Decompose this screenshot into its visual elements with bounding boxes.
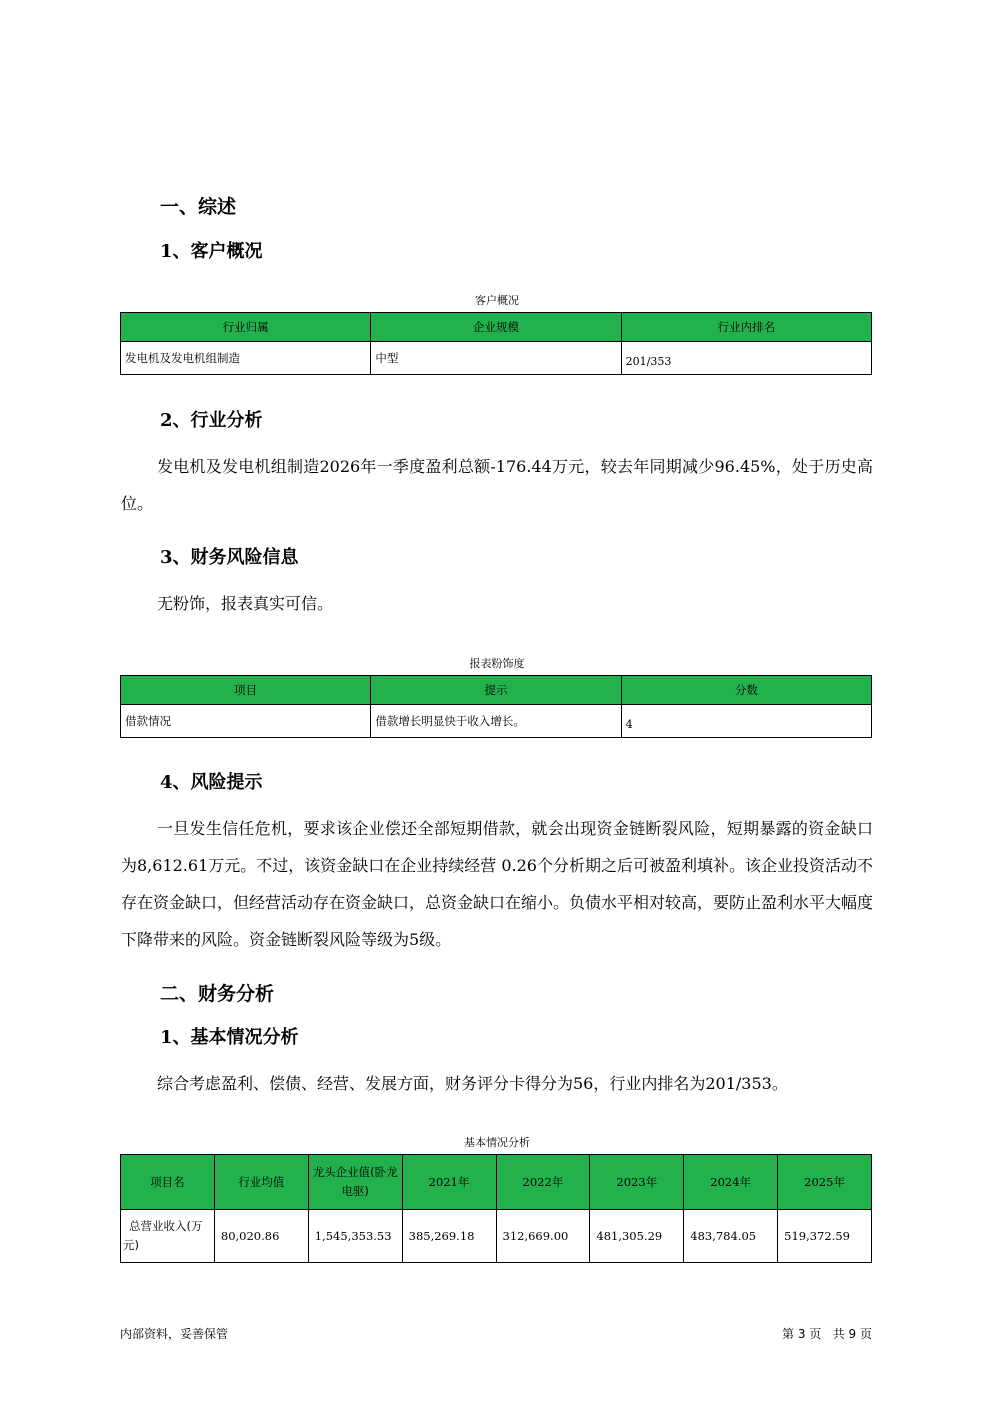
basic-table-caption: 基本情况分析	[464, 1136, 530, 1149]
table-header: 龙头企业值(卧龙电驱)	[308, 1155, 402, 1210]
customer-table-caption: 客户概况	[475, 294, 519, 307]
table-header: 行业内排名	[621, 313, 871, 342]
section-1-2-title: 2、行业分析	[160, 410, 263, 431]
table-header: 项目	[121, 676, 371, 705]
table-header: 2022年	[496, 1155, 590, 1210]
risk-info-text: 无粉饰，报表真实可信。	[157, 594, 334, 613]
risk-tip-text: 一旦发生信任危机，要求该企业偿还全部短期借款，就会出现资金链断裂风险，短期暴露的资金缺口为8,612.61万元。不过，该资金缺口在企业持续经营 0.26个分析期之后可被盈利填补。该企业投资活动不存在资金缺口，但经营活动存在资金缺口，总资金缺口在缩小。负债水平相对较高，要防止盈利水平大幅度下降带来的风险。资金链断裂风险等级为5级。	[121, 819, 874, 949]
table-header: 分数	[621, 676, 871, 705]
table-cell: 483,784.05	[684, 1210, 778, 1263]
section-1-title: 一、综述	[160, 196, 237, 218]
table-cell: 385,269.18	[402, 1210, 496, 1263]
table-header: 企业规模	[371, 313, 621, 342]
table-cell: 借款情况	[121, 705, 371, 738]
table-cell: 4	[621, 705, 871, 738]
table-cell: 总营业收入(万元)	[121, 1210, 215, 1263]
table-cell: 201/353	[621, 342, 871, 375]
basic-analysis-text: 综合考虑盈利、偿债、经营、发展方面，财务评分卡得分为56，行业内排名为201/353。	[157, 1074, 788, 1093]
section-1-1-title: 1、客户概况	[160, 241, 263, 262]
table-cell: 519,372.59	[778, 1210, 872, 1263]
table-cell: 80,020.86	[214, 1210, 308, 1263]
table-cell: 借款增长明显快于收入增长。	[371, 705, 621, 738]
report-table	[120, 675, 872, 738]
table-cell: 中型	[371, 342, 621, 375]
table-header: 2024年	[684, 1155, 778, 1210]
industry-analysis-text: 发电机及发电机组制造2026年一季度盈利总额-176.44万元，较去年同期减少96.45%，处于历史高位。	[121, 457, 873, 513]
section-1-4-title: 4、风险提示	[160, 772, 263, 793]
table-header: 行业均值	[214, 1155, 308, 1210]
basic-table	[120, 1154, 872, 1263]
section-2-title: 二、财务分析	[160, 983, 275, 1005]
table-header: 2021年	[402, 1155, 496, 1210]
table-header: 项目名	[121, 1155, 215, 1210]
table-header: 提示	[371, 676, 621, 705]
table-header: 行业归属	[121, 313, 371, 342]
report-table-caption: 报表粉饰度	[469, 657, 525, 670]
footer-left: 内部资料，妥善保管	[120, 1327, 229, 1341]
table-cell: 312,669.00	[496, 1210, 590, 1263]
table-header: 2025年	[778, 1155, 872, 1210]
table-cell: 发电机及发电机组制造	[121, 342, 371, 375]
table-header: 2023年	[590, 1155, 684, 1210]
customer-table	[120, 312, 872, 375]
footer-page-number: 第 3 页 共 9 页	[782, 1327, 872, 1341]
section-2-1-title: 1、基本情况分析	[160, 1027, 299, 1048]
table-cell: 481,305.29	[590, 1210, 684, 1263]
section-1-3-title: 3、财务风险信息	[160, 547, 299, 568]
table-cell: 1,545,353.53	[308, 1210, 402, 1263]
